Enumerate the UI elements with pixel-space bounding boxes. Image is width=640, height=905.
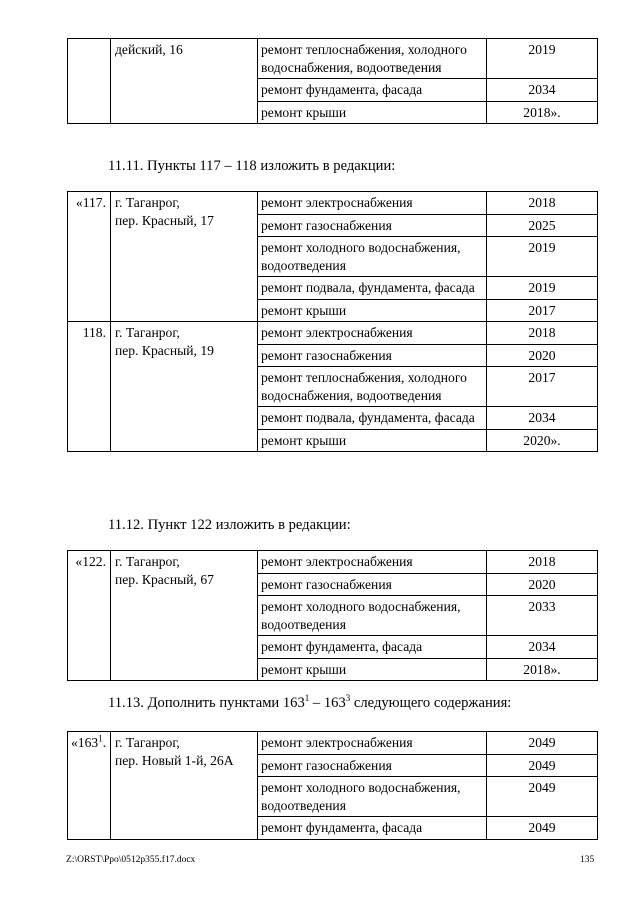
address-line: г. Таганрог, [115,735,180,750]
table-row [68,732,598,755]
repair-work-cell: ремонт подвала, фундамента, фасада [258,407,487,430]
address-line: г. Таганрог, [115,195,180,210]
repair-work-cell: ремонт электроснабжения [258,322,487,345]
repair-work-cell: ремонт электроснабжения [258,192,487,215]
year-cell: 2049 [487,817,598,840]
address-cell [111,732,258,840]
repair-work-cell: ремонт крыши [258,429,487,452]
repair-work-cell: ремонт крыши [258,658,487,681]
year-cell: 2033 [487,596,598,636]
year-cell: 2017 [487,367,598,407]
address-cell [111,39,258,124]
year-cell: 2034 [487,407,598,430]
table-item-122 [67,550,598,681]
repair-work-cell: ремонт электроснабжения [258,732,487,755]
year-cell: 2020 [487,573,598,596]
year-cell: 2020». [487,429,598,452]
item-number [68,551,111,681]
address-line: г. Таганрог, [115,554,180,569]
year-cell: 2034 [487,79,598,102]
repair-work-cell: ремонт фундамента, фасада [258,636,487,659]
year-cell: 2018 [487,551,598,574]
paragraph-11-13-part-a: 11.13. Дополнить пунктами 163 [108,695,305,711]
address-cell [111,192,258,322]
year-cell: 2049 [487,754,598,777]
footer-file-path: Z:\ORST\Ppo\0512p355.f17.docx [66,855,196,865]
address-cell [111,322,258,452]
footer-page-number: 135 [580,855,595,865]
repair-work-cell: ремонт крыши [258,299,487,322]
item-number [68,192,111,322]
paragraph-11-12: 11.12. Пункт 122 изложить в редакции: [108,517,351,533]
repair-work-cell: ремонт электроснабжения [258,551,487,574]
item-number-suffix: . [102,735,107,750]
repair-work-cell: ремонт холодного водоснабжения, водоотведения [258,777,487,817]
address-cell [111,551,258,681]
address-line: пер. Новый 1-й, 26А [115,752,234,768]
address-line: пер. Красный, 17 [115,212,214,228]
year-cell: 2049 [487,777,598,817]
paragraph-11-11: 11.11. Пункты 117 – 118 изложить в редакции: [108,158,396,174]
item-number [68,39,111,124]
superscript: 3 [345,693,351,704]
table-row [68,551,598,574]
repair-work-cell: ремонт газоснабжения [258,573,487,596]
repair-work-cell: ремонт подвала, фундамента, фасада [258,277,487,300]
repair-work-cell: ремонт газоснабжения [258,344,487,367]
table-continuation [67,38,598,124]
repair-work-cell: ремонт крыши [258,101,487,124]
address-line: пер. Красный, 67 [115,571,214,587]
repair-work-cell: ремонт газоснабжения [258,754,487,777]
repair-work-cell: ремонт теплоснабжения, холодного водоснабжения, водоотведения [258,367,487,407]
year-cell: 2018 [487,322,598,345]
year-cell: 2049 [487,732,598,755]
item-number-text: «117. [75,195,106,210]
item-number-text: 118. [82,325,106,340]
table-items-117-118 [67,191,598,452]
year-cell: 2019 [487,237,598,277]
year-cell: 2034 [487,636,598,659]
item-number [68,322,111,452]
repair-work-cell: ремонт фундамента, фасада [258,817,487,840]
year-cell: 2018». [487,658,598,681]
repair-work-cell: ремонт холодного водоснабжения, водоотведения [258,237,487,277]
year-cell: 2018». [487,101,598,124]
repair-work-cell: ремонт холодного водоснабжения, водоотведения [258,596,487,636]
address-line: г. Таганрог, [115,325,180,340]
item-number [68,732,111,840]
year-cell: 2025 [487,214,598,237]
table-row [68,192,598,215]
year-cell: 2017 [487,299,598,322]
table-item-163 [67,731,598,840]
table-row [68,39,598,79]
item-number-text: «163 [71,735,99,750]
address-line: дейский, 16 [115,42,183,57]
year-cell: 2018 [487,192,598,215]
paragraph-11-13-part-c: следующего содержания: [350,695,512,711]
address-line: пер. Красный, 19 [115,342,214,358]
repair-work-cell: ремонт газоснабжения [258,214,487,237]
table-row [68,322,598,345]
year-cell: 2020 [487,344,598,367]
item-number-text: «122. [75,554,106,569]
item-number-superscript: 1 [98,733,103,744]
paragraph-11-13 [108,694,511,712]
superscript: 1 [304,693,310,704]
year-cell: 2019 [487,39,598,79]
repair-work-cell: ремонт теплоснабжения, холодного водоснабжения, водоотведения [258,39,487,79]
year-cell: 2019 [487,277,598,300]
repair-work-cell: ремонт фундамента, фасада [258,79,487,102]
paragraph-11-13-part-b: – 163 [309,695,346,711]
